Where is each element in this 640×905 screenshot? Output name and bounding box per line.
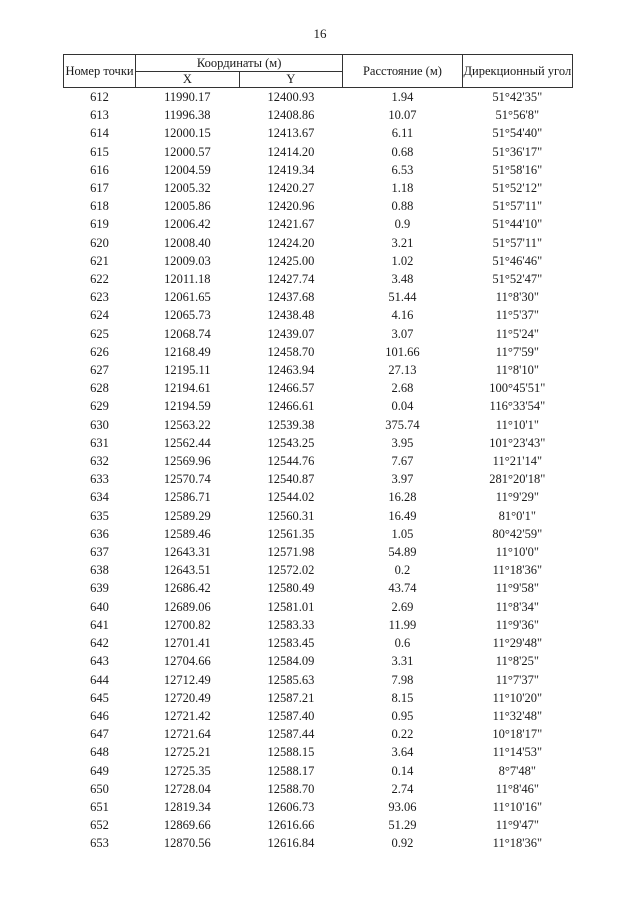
cell-y: 12583.33: [267, 617, 315, 632]
cell-x: 12000.57: [163, 144, 211, 159]
cell-y: 12587.21: [267, 690, 315, 705]
cell-direction-angle: 51°52'47": [492, 272, 543, 287]
cell-y: 12544.76: [267, 454, 315, 469]
cell-x: 12569.96: [163, 454, 211, 469]
cell-direction-angle: 11°9'47": [495, 818, 539, 833]
cell-direction-angle: 51°46'46": [492, 253, 543, 268]
cell-distance: 0.92: [391, 836, 414, 851]
cell-x: 12725.21: [163, 745, 211, 760]
cell-y: 12540.87: [267, 472, 315, 487]
cell-x: 12819.34: [163, 799, 211, 814]
cell-distance: 27.13: [388, 363, 417, 378]
cell-direction-angle: 281°20'18": [489, 472, 546, 487]
cell-y: 12587.44: [267, 727, 315, 742]
cell-x: 12643.51: [163, 563, 211, 578]
cell-point-number: 650: [90, 781, 109, 796]
table-row: [64, 780, 573, 798]
cell-x: 12689.06: [163, 599, 211, 614]
cell-x: 12869.66: [163, 818, 211, 833]
table-body: [64, 88, 573, 853]
cell-y: 12543.25: [267, 435, 315, 450]
cell-distance: 0.22: [391, 727, 414, 742]
cell-x: 12589.29: [163, 508, 211, 523]
cell-x: 11996.38: [164, 108, 211, 123]
cell-point-number: 622: [90, 272, 109, 287]
cell-point-number: 643: [90, 654, 109, 669]
cell-y: 12400.93: [267, 90, 315, 104]
cell-direction-angle: 11°9'36": [495, 617, 539, 632]
cell-direction-angle: 100°45'51": [489, 381, 546, 396]
cell-distance: 3.48: [391, 272, 414, 287]
cell-x: 12011.18: [164, 272, 211, 287]
cell-x: 12570.74: [163, 472, 211, 487]
table-row: [64, 470, 573, 488]
cell-point-number: 618: [90, 199, 109, 214]
cell-direction-angle: 11°32'48": [492, 708, 543, 723]
table-row: [64, 634, 573, 652]
cell-distance: 0.2: [394, 563, 411, 578]
header-direction-angle: Дирекционный угол: [462, 55, 572, 88]
cell-y: 12616.66: [267, 818, 315, 833]
cell-y: 12420.27: [267, 181, 315, 196]
table-row: [64, 816, 573, 834]
cell-direction-angle: 11°14'53": [492, 745, 543, 760]
cell-y: 12427.74: [267, 272, 315, 287]
cell-direction-angle: 51°52'12": [492, 181, 543, 196]
cell-x: 12870.56: [163, 836, 211, 851]
cell-direction-angle: 51°56'8": [495, 108, 540, 123]
cell-x: 12712.49: [163, 672, 211, 687]
cell-y: 12413.67: [267, 126, 315, 141]
cell-point-number: 641: [90, 617, 109, 632]
cell-x: 12000.15: [163, 126, 211, 141]
cell-distance: 16.28: [388, 490, 417, 505]
cell-distance: 0.6: [394, 636, 411, 651]
cell-y: 12588.17: [267, 763, 315, 778]
table-row: [64, 343, 573, 361]
cell-direction-angle: 11°29'48": [492, 636, 543, 651]
cell-x: 12004.59: [163, 162, 211, 177]
cell-y: 12419.34: [267, 162, 315, 177]
cell-y: 12560.31: [267, 508, 315, 523]
table-row: [64, 252, 573, 270]
cell-distance: 3.07: [391, 326, 414, 341]
table-row: [64, 325, 573, 343]
page-number: 16: [313, 26, 327, 41]
cell-x: 12008.40: [163, 235, 211, 250]
cell-y: 12561.35: [267, 526, 315, 541]
cell-point-number: 653: [90, 836, 109, 851]
cell-distance: 7.98: [391, 672, 414, 687]
cell-point-number: 651: [90, 799, 109, 814]
cell-y: 12588.70: [267, 781, 315, 796]
cell-y: 12438.48: [267, 308, 315, 323]
cell-x: 12563.22: [163, 417, 211, 432]
table-row: [64, 525, 573, 543]
cell-distance: 51.29: [388, 818, 417, 833]
header-distance: Расстояние (м): [343, 55, 463, 88]
cell-point-number: 627: [90, 363, 109, 378]
cell-distance: 0.68: [391, 144, 414, 159]
cell-direction-angle: 51°36'17": [492, 144, 543, 159]
cell-distance: 1.94: [391, 90, 414, 104]
cell-distance: 1.05: [391, 526, 414, 541]
table-row: [64, 689, 573, 707]
cell-x: 12195.11: [164, 363, 211, 378]
cell-direction-angle: 51°57'11": [492, 235, 543, 250]
cell-direction-angle: 11°10'20": [492, 690, 543, 705]
cell-x: 12700.82: [163, 617, 211, 632]
table-row: [64, 416, 573, 434]
cell-distance: 2.69: [391, 599, 414, 614]
cell-point-number: 621: [90, 253, 109, 268]
cell-direction-angle: 51°58'16": [492, 162, 543, 177]
cell-distance: 7.67: [391, 454, 414, 469]
cell-y: 12583.45: [267, 636, 315, 651]
cell-point-number: 637: [90, 545, 109, 560]
cell-point-number: 642: [90, 636, 109, 651]
cell-direction-angle: 51°44'10": [492, 217, 543, 232]
cell-x: 12704.66: [163, 654, 211, 669]
cell-direction-angle: 11°10'1": [495, 417, 539, 432]
cell-point-number: 614: [90, 126, 109, 141]
cell-point-number: 623: [90, 290, 109, 305]
coordinates-table: [63, 54, 573, 853]
cell-direction-angle: 11°18'36": [492, 563, 543, 578]
cell-point-number: 645: [90, 690, 109, 705]
cell-point-number: 619: [90, 217, 109, 232]
cell-distance: 54.89: [388, 545, 417, 560]
table-row: [64, 270, 573, 288]
cell-x: 12701.41: [163, 636, 211, 651]
cell-point-number: 631: [90, 435, 109, 450]
cell-y: 12466.57: [267, 381, 315, 396]
cell-point-number: 648: [90, 745, 109, 760]
cell-direction-angle: 10°18'17": [492, 727, 543, 742]
cell-y: 12420.96: [267, 199, 315, 214]
cell-distance: 3.21: [391, 235, 414, 250]
cell-x: 12006.42: [163, 217, 211, 232]
table-row: [64, 179, 573, 197]
table-row: [64, 161, 573, 179]
table-header: [64, 55, 573, 88]
cell-point-number: 629: [90, 399, 109, 414]
cell-point-number: 632: [90, 454, 109, 469]
cell-direction-angle: 11°21'14": [492, 454, 543, 469]
cell-y: 12425.00: [267, 253, 315, 268]
cell-x: 11990.17: [164, 90, 211, 104]
cell-direction-angle: 11°10'0": [495, 545, 539, 560]
cell-y: 12585.63: [267, 672, 315, 687]
cell-direction-angle: 11°18'36": [492, 836, 543, 851]
table-row: [64, 434, 573, 452]
table-row: [64, 215, 573, 233]
table-row: [64, 798, 573, 816]
cell-direction-angle: 11°7'37": [495, 672, 539, 687]
table-row: [64, 543, 573, 561]
cell-y: 12587.40: [267, 708, 315, 723]
cell-point-number: 630: [90, 417, 109, 432]
table-row: [64, 88, 573, 107]
cell-x: 12721.64: [163, 727, 211, 742]
cell-x: 12721.42: [163, 708, 211, 723]
cell-direction-angle: 11°5'24": [495, 326, 539, 341]
cell-point-number: 652: [90, 818, 109, 833]
cell-y: 12458.70: [267, 344, 315, 359]
cell-point-number: 628: [90, 381, 109, 396]
table-row: [64, 671, 573, 689]
table-row: [64, 707, 573, 725]
cell-point-number: 649: [90, 763, 109, 778]
cell-x: 12009.03: [163, 253, 211, 268]
header-x: X: [136, 72, 240, 88]
cell-distance: 3.31: [391, 654, 414, 669]
table-row: [64, 124, 573, 142]
cell-x: 12065.73: [163, 308, 211, 323]
cell-x: 12720.49: [163, 690, 211, 705]
cell-x: 12168.49: [163, 344, 211, 359]
cell-point-number: 638: [90, 563, 109, 578]
cell-y: 12424.20: [267, 235, 315, 250]
header-point-number: Номер точки: [64, 55, 136, 88]
cell-direction-angle: 11°5'37": [495, 308, 539, 323]
cell-y: 12439.07: [267, 326, 315, 341]
cell-y: 12580.49: [267, 581, 315, 596]
cell-y: 12544.02: [267, 490, 315, 505]
cell-direction-angle: 80°42'59": [492, 526, 543, 541]
cell-distance: 4.16: [391, 308, 414, 323]
table-row: [64, 561, 573, 579]
table-row: [64, 725, 573, 743]
table-row: [64, 379, 573, 397]
cell-point-number: 636: [90, 526, 109, 541]
cell-direction-angle: 11°8'46": [495, 781, 539, 796]
cell-distance: 10.07: [388, 108, 417, 123]
table-row: [64, 106, 573, 124]
table-row: [64, 452, 573, 470]
cell-distance: 0.88: [391, 199, 414, 214]
cell-x: 12686.42: [163, 581, 211, 596]
cell-x: 12068.74: [163, 326, 211, 341]
table-row: [64, 507, 573, 525]
cell-x: 12586.71: [163, 490, 211, 505]
table-row: [64, 834, 573, 852]
cell-point-number: 644: [90, 672, 109, 687]
cell-distance: 3.95: [391, 435, 414, 450]
header-y: Y: [239, 72, 343, 88]
cell-direction-angle: 11°10'16": [492, 799, 543, 814]
cell-y: 12463.94: [267, 363, 315, 378]
cell-y: 12539.38: [267, 417, 315, 432]
cell-y: 12588.15: [267, 745, 315, 760]
cell-direction-angle: 11°9'58": [495, 581, 539, 596]
cell-distance: 3.97: [391, 472, 414, 487]
cell-x: 12562.44: [163, 435, 211, 450]
cell-point-number: 640: [90, 599, 109, 614]
cell-distance: 101.66: [385, 344, 420, 359]
cell-point-number: 624: [90, 308, 109, 323]
cell-point-number: 635: [90, 508, 109, 523]
cell-x: 12725.35: [163, 763, 211, 778]
cell-distance: 0.95: [391, 708, 414, 723]
cell-direction-angle: 11°8'30": [495, 290, 539, 305]
cell-y: 12571.98: [267, 545, 315, 560]
cell-distance: 0.14: [391, 763, 414, 778]
table-row: [64, 234, 573, 252]
cell-x: 12194.59: [163, 399, 211, 414]
cell-y: 12572.02: [267, 563, 315, 578]
header-coordinates: Координаты (м): [136, 55, 343, 72]
table-row: [64, 579, 573, 597]
cell-direction-angle: 51°54'40": [492, 126, 543, 141]
cell-y: 12606.73: [267, 799, 315, 814]
cell-direction-angle: 8°7'48": [498, 763, 537, 778]
cell-direction-angle: 11°8'10": [495, 363, 539, 378]
cell-distance: 0.9: [394, 217, 411, 232]
cell-distance: 6.11: [391, 126, 414, 141]
cell-distance: 43.74: [388, 581, 417, 596]
cell-y: 12584.09: [267, 654, 315, 669]
cell-distance: 11.99: [388, 617, 417, 632]
cell-x: 12005.86: [163, 199, 211, 214]
cell-x: 12589.46: [163, 526, 211, 541]
cell-point-number: 615: [90, 144, 109, 159]
cell-y: 12414.20: [267, 144, 315, 159]
cell-direction-angle: 11°8'25": [495, 654, 539, 669]
cell-direction-angle: 81°0'1": [498, 508, 537, 523]
cell-point-number: 634: [90, 490, 109, 505]
cell-distance: 375.74: [385, 417, 420, 432]
cell-point-number: 646: [90, 708, 109, 723]
cell-y: 12466.61: [267, 399, 315, 414]
cell-y: 12616.84: [267, 836, 315, 851]
cell-distance: 93.06: [388, 799, 417, 814]
cell-x: 12194.61: [163, 381, 211, 396]
table-row: [64, 616, 573, 634]
table-row: [64, 306, 573, 324]
cell-distance: 51.44: [388, 290, 417, 305]
cell-direction-angle: 101°23'43": [489, 435, 546, 450]
cell-point-number: 613: [90, 108, 109, 123]
cell-x: 12643.31: [163, 545, 211, 560]
cell-y: 12421.67: [267, 217, 315, 232]
cell-point-number: 612: [90, 90, 109, 104]
cell-distance: 16.49: [388, 508, 417, 523]
cell-y: 12408.86: [267, 108, 315, 123]
cell-point-number: 617: [90, 181, 109, 196]
cell-distance: 2.74: [391, 781, 414, 796]
cell-distance: 3.64: [391, 745, 414, 760]
cell-point-number: 616: [90, 162, 109, 177]
cell-x: 12061.65: [163, 290, 211, 305]
table-row: [64, 762, 573, 780]
cell-point-number: 620: [90, 235, 109, 250]
cell-y: 12581.01: [267, 599, 315, 614]
cell-distance: 0.04: [391, 399, 414, 414]
table-row: [64, 743, 573, 761]
table-row: [64, 598, 573, 616]
cell-distance: 6.53: [391, 162, 414, 177]
cell-point-number: 633: [90, 472, 109, 487]
table-row: [64, 143, 573, 161]
cell-direction-angle: 51°57'11": [492, 199, 543, 214]
cell-direction-angle: 11°7'59": [495, 344, 539, 359]
cell-x: 12005.32: [163, 181, 211, 196]
cell-y: 12437.68: [267, 290, 315, 305]
cell-distance: 1.02: [391, 253, 414, 268]
table-row: [64, 652, 573, 670]
table-row: [64, 397, 573, 415]
cell-distance: 8.15: [391, 690, 414, 705]
cell-distance: 2.68: [391, 381, 414, 396]
table-row: [64, 288, 573, 306]
table-row: [64, 488, 573, 506]
cell-direction-angle: 51°42'35": [492, 90, 543, 104]
cell-point-number: 625: [90, 326, 109, 341]
table-row: [64, 361, 573, 379]
cell-distance: 1.18: [391, 181, 414, 196]
cell-direction-angle: 116°33'54": [489, 399, 546, 414]
cell-point-number: 639: [90, 581, 109, 596]
cell-direction-angle: 11°8'34": [495, 599, 539, 614]
table-row: [64, 197, 573, 215]
cell-point-number: 626: [90, 344, 109, 359]
cell-direction-angle: 11°9'29": [495, 490, 539, 505]
cell-x: 12728.04: [163, 781, 211, 796]
cell-point-number: 647: [90, 727, 109, 742]
